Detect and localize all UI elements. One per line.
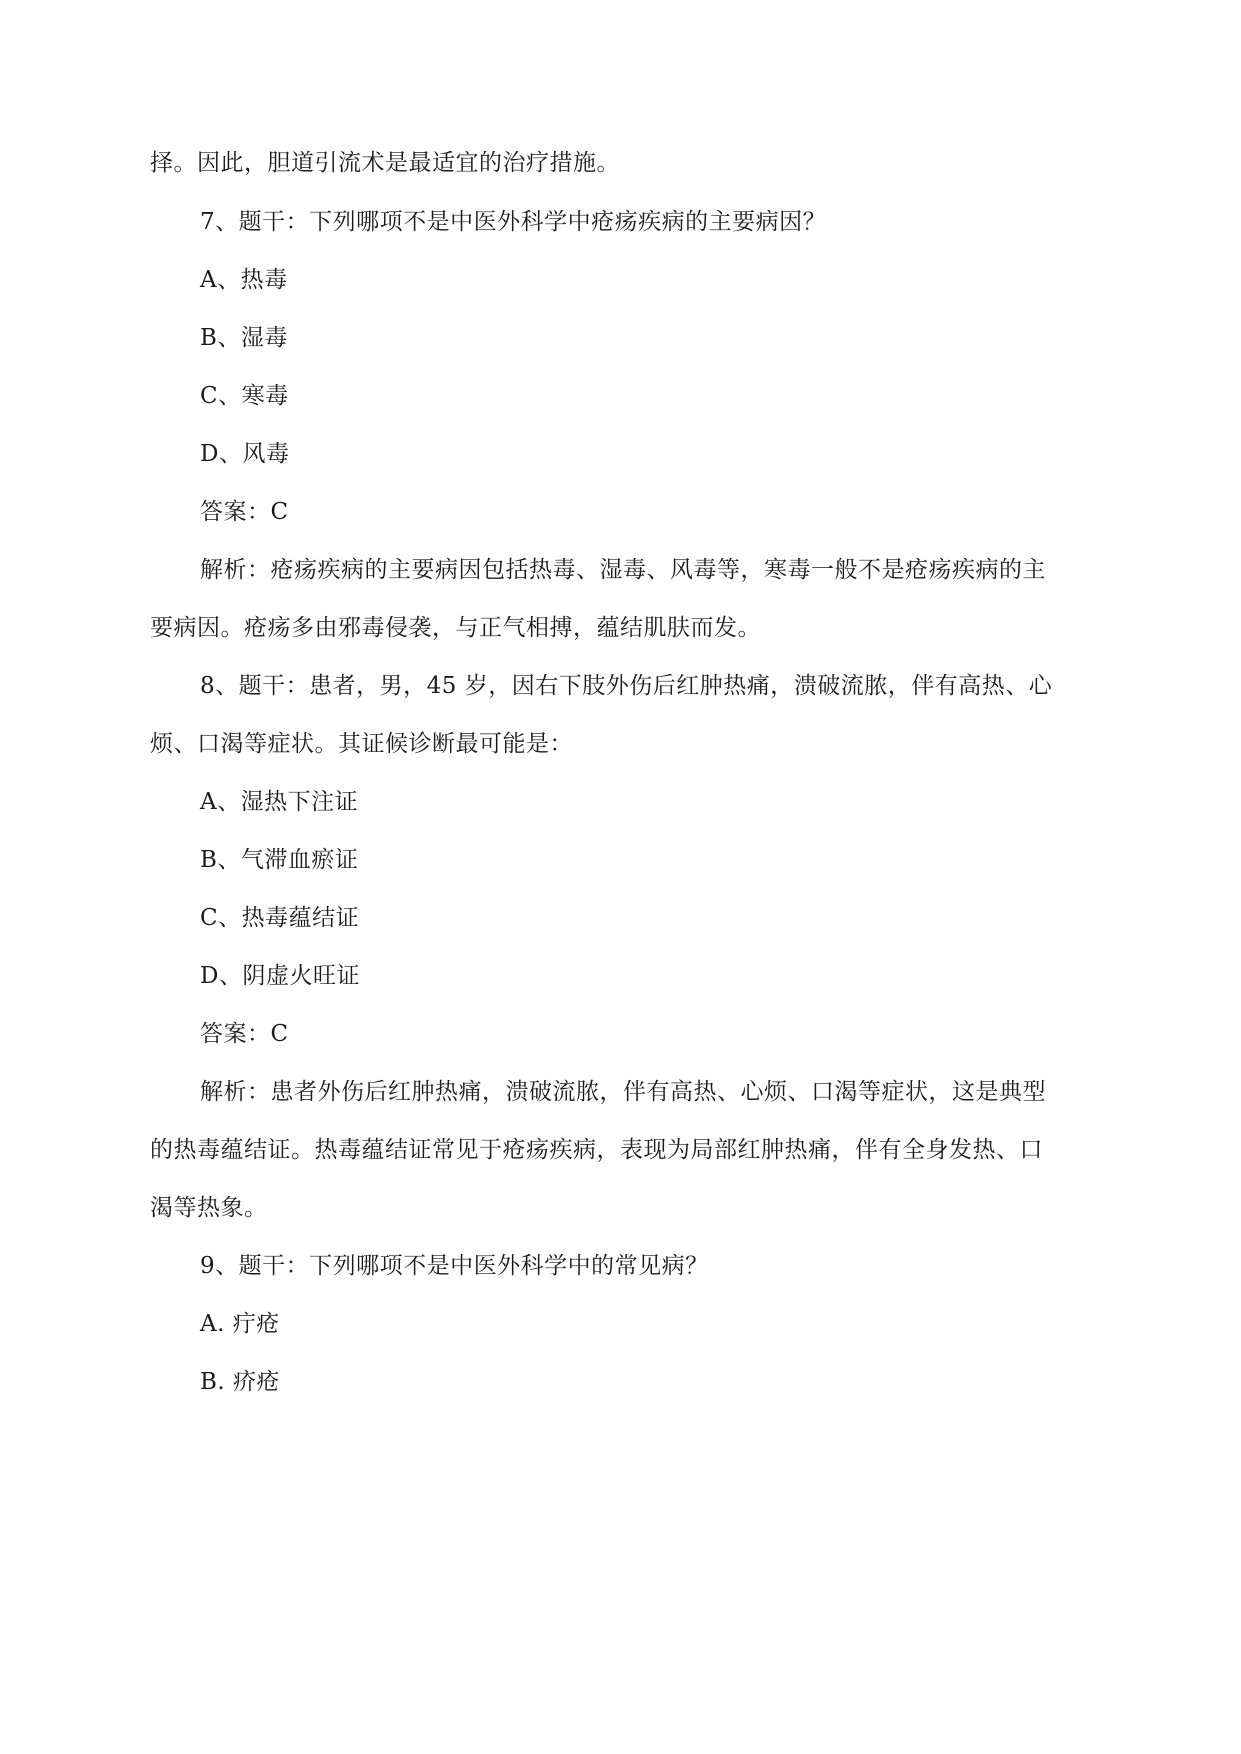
question-7-option-a: A、热毒: [200, 267, 288, 293]
question-9-option-b: B. 疥疮: [200, 1369, 281, 1395]
question-7-stem: 7、题干：下列哪项不是中医外科学中疮疡疾病的主要病因？: [200, 209, 827, 235]
question-7-analysis-line-1: 解析：疮疡疾病的主要病因包括热毒、湿毒、风毒等，寒毒一般不是疮疡疾病的主: [200, 557, 1046, 583]
question-7-option-c: C、寒毒: [200, 383, 289, 409]
question-9-option-a: A. 疔疮: [200, 1311, 280, 1337]
question-8-option-a: A、湿热下注证: [200, 789, 359, 815]
question-8-option-c: C、热毒蕴结证: [200, 905, 360, 931]
question-8-option-d: D、阴虚火旺证: [200, 963, 360, 989]
question-8-option-b: B、气滞血瘀证: [200, 847, 359, 873]
question-8-analysis-line-2: 的热毒蕴结证。热毒蕴结证常见于疮疡疾病，表现为局部红肿热痛，伴有全身发热、口: [150, 1137, 1043, 1163]
question-7-option-d: D、风毒: [200, 441, 290, 467]
question-8-stem-line-1: 8、题干：患者，男，45 岁，因右下肢外伤后红肿热痛，溃破流脓，伴有高热、心: [200, 673, 1053, 699]
question-8-stem-line-2: 烦、口渴等症状。其证候诊断最可能是：: [150, 731, 573, 757]
question-7-option-b: B、湿毒: [200, 325, 288, 351]
question-8-analysis-line-3: 渴等热象。: [150, 1195, 268, 1221]
continuation-text: 择。因此，胆道引流术是最适宜的治疗措施。: [150, 150, 620, 176]
question-8-answer: 答案：C: [200, 1021, 289, 1047]
question-7-answer: 答案：C: [200, 499, 289, 525]
question-9-stem: 9、题干：下列哪项不是中医外科学中的常见病？: [200, 1253, 709, 1279]
question-7-analysis-line-2: 要病因。疮疡多由邪毒侵袭，与正气相搏，蕴结肌肤而发。: [150, 615, 761, 641]
question-8-analysis-line-1: 解析：患者外伤后红肿热痛，溃破流脓，伴有高热、心烦、口渴等症状，这是典型: [200, 1079, 1046, 1105]
